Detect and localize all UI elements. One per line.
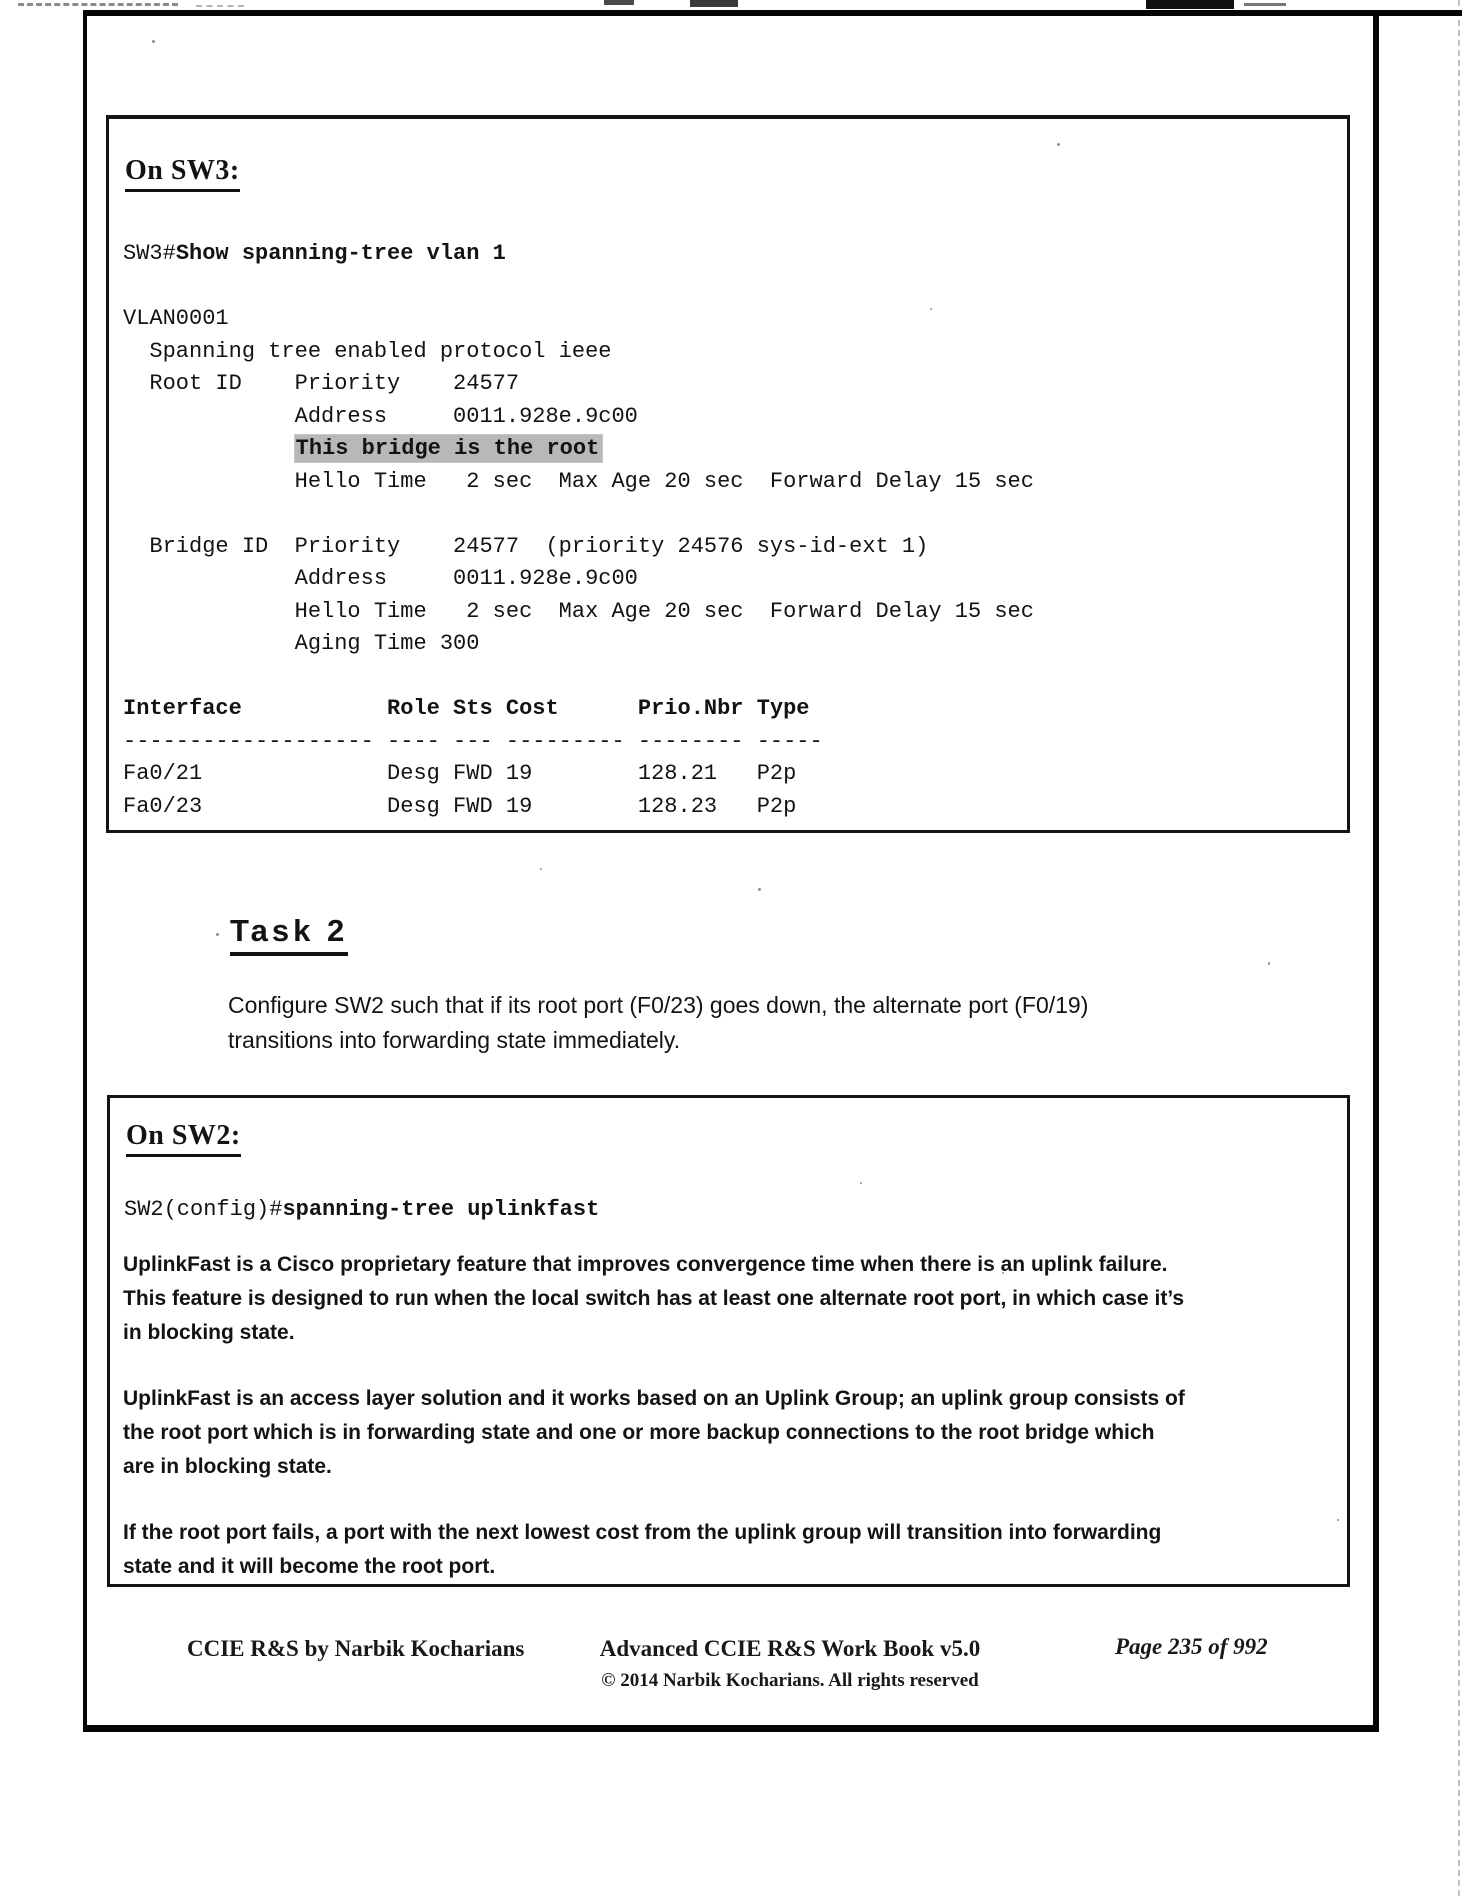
paragraph-line: UplinkFast is an access layer solution and it works based on an Uplink Group; an uplink group consists of: [123, 1387, 1185, 1410]
terminal-line-root-bridge: [123, 433, 1034, 466]
footer-page-number: Page 235 of 992: [1115, 1634, 1268, 1659]
uplinkfast-explanation: [123, 1248, 1185, 1616]
scan-artifact-smudge: [1146, 0, 1234, 9]
terminal-line-vlan: VLAN0001: [123, 306, 229, 331]
footer-book-title: Advanced CCIE R&S Work Book v5.0: [599, 1636, 981, 1661]
spanning-tree-output: [123, 303, 1034, 823]
interface-table-separator: ------------------- ---- --- --------- -------- -----: [123, 728, 823, 754]
sw2-config-box: [107, 1095, 1350, 1587]
scan-artifact-dashes: [18, 3, 178, 6]
task2-body-line: Configure SW2 such that if its root port (F0/23) goes down, the alternate port (F0/19): [228, 992, 1089, 1018]
terminal-line-root-address: Address 0011.928e.9c00: [123, 403, 638, 429]
terminal-line-root-timers: Hello Time 2 sec Max Age 20 sec Forward Delay 15 sec: [123, 468, 1034, 494]
terminal-line-bridge-timers: Hello Time 2 sec Max Age 20 sec Forward Delay 15 sec: [123, 598, 1034, 624]
sw3-cli-line: [123, 237, 506, 270]
highlight-indent: [123, 436, 295, 461]
terminal-line-bridge-priority: Bridge ID Priority 24577 (priority 24576 sys-id-ext 1): [123, 533, 929, 559]
terminal-line-root-priority: Root ID Priority 24577: [123, 371, 520, 396]
paragraph-line: If the root port fails, a port with the next lowest cost from the uplink group will transition into forwarding: [123, 1521, 1162, 1544]
sw2-heading: On SW2:: [126, 1120, 241, 1157]
scan-artifact-smudge: [604, 0, 634, 5]
paragraph-line: UplinkFast is a Cisco proprietary feature that improves convergence time when there is an uplink failure.: [123, 1253, 1168, 1276]
sw3-heading: On SW3:: [125, 155, 240, 192]
footer-copyright: © 2014 Narbik Kocharians. All rights reserved: [601, 1670, 979, 1691]
task2-heading: Task 2: [230, 913, 348, 956]
terminal-blank-line: [123, 661, 1034, 694]
paragraph-line: the root port which is in forwarding state and one or more backup connections to the root bridge which: [123, 1421, 1155, 1444]
paragraph-line: This feature is designed to run when the local switch has at least one alternate root port, in which case it’s: [123, 1287, 1185, 1310]
scan-artifact-dashes: [196, 5, 244, 7]
uplinkfast-paragraph: [123, 1248, 1185, 1350]
footer-author: CCIE R&S by Narbik Kocharians: [187, 1636, 525, 1661]
cli-prompt: SW3#: [123, 241, 176, 266]
terminal-line-bridge-address: Address 0011.928e.9c00: [123, 566, 638, 591]
interface-table-row: Fa0/23 Desg FWD 19 128.23 P2p: [123, 793, 797, 819]
cli-command: spanning-tree uplinkfast: [282, 1197, 600, 1222]
interface-table-header: Interface Role Sts Cost Prio.Nbr Type: [123, 696, 810, 721]
sw3-output-box: [106, 115, 1350, 833]
terminal-line-protocol: Spanning tree enabled protocol ieee: [123, 338, 612, 364]
root-bridge-highlight: This bridge is the root: [295, 435, 603, 462]
uplinkfast-paragraph: [123, 1516, 1185, 1584]
terminal-line-aging: Aging Time 300: [123, 631, 480, 656]
paragraph-line: in blocking state.: [123, 1321, 295, 1344]
cli-command: Show spanning-tree vlan 1: [175, 241, 506, 266]
interface-table-row: Fa0/21 Desg FWD 19 128.21 P2p: [123, 761, 797, 786]
paragraph-line: state and it will become the root port.: [123, 1555, 496, 1578]
task2-body-line: transitions into forwarding state immediately.: [228, 1027, 681, 1053]
terminal-blank-line: [123, 498, 1034, 531]
paragraph-line: are in blocking state.: [123, 1455, 332, 1478]
uplinkfast-paragraph: [123, 1382, 1185, 1484]
scan-artifact-smudge: [1244, 3, 1286, 6]
cli-prompt: SW2(config)#: [124, 1197, 283, 1222]
scan-artifact-edge-line: [1458, 0, 1460, 1896]
sw2-cli-line: [124, 1193, 599, 1226]
scan-artifact-smudge: [690, 0, 738, 7]
task2-body: [228, 988, 1088, 1058]
